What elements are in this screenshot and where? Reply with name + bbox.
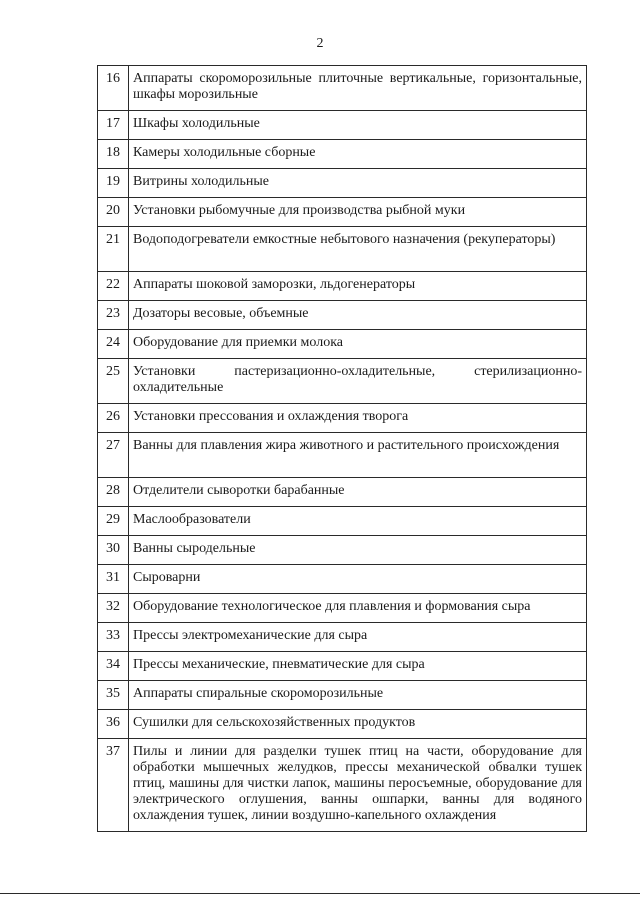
row-number: 26 — [98, 404, 129, 433]
row-text: Оборудование для приемки молока — [129, 330, 587, 359]
equipment-table — [97, 65, 587, 832]
table-row — [98, 652, 587, 681]
row-text: Шкафы холодильные — [129, 111, 587, 140]
row-text: Оборудование технологическое для плавления и формования сыра — [129, 594, 587, 623]
table-row — [98, 359, 587, 404]
row-number: 16 — [98, 66, 129, 111]
table-row — [98, 478, 587, 507]
row-text: Пилы и линии для разделки тушек птиц на части, оборудование для обработки мышечных желудков, прессы механической обвалки тушек птиц, машины для чистки лапок, машины перосъемные, оборудование для электрического оглушения, ванны ошпарки, ванны для водяного охлаждения тушек, линии воздушно-капельного охлаждения — [129, 739, 587, 832]
row-text: Установки пастеризационно-охладительные, стерилизационно-охладительные — [129, 359, 587, 404]
row-number: 36 — [98, 710, 129, 739]
row-number: 34 — [98, 652, 129, 681]
row-text: Маслообразователи — [129, 507, 587, 536]
row-number: 23 — [98, 301, 129, 330]
row-text: Прессы электромеханические для сыра — [129, 623, 587, 652]
row-text: Сыроварни — [129, 565, 587, 594]
row-text: Прессы механические, пневматические для сыра — [129, 652, 587, 681]
row-number: 31 — [98, 565, 129, 594]
table-row — [98, 536, 587, 565]
table-row — [98, 111, 587, 140]
row-text: Установки прессования и охлаждения творога — [129, 404, 587, 433]
row-number: 32 — [98, 594, 129, 623]
table-row — [98, 227, 587, 272]
row-number: 33 — [98, 623, 129, 652]
row-number: 20 — [98, 198, 129, 227]
table-row — [98, 507, 587, 536]
row-text: Ванны для плавления жира животного и растительного происхождения — [129, 433, 587, 478]
bottom-divider — [0, 893, 640, 894]
row-text: Отделители сыворотки барабанные — [129, 478, 587, 507]
row-text: Камеры холодильные сборные — [129, 140, 587, 169]
row-number: 18 — [98, 140, 129, 169]
row-number: 25 — [98, 359, 129, 404]
row-text: Сушилки для сельскохозяйственных продуктов — [129, 710, 587, 739]
row-text: Аппараты спиральные скороморозильные — [129, 681, 587, 710]
row-number: 35 — [98, 681, 129, 710]
table-row — [98, 623, 587, 652]
row-text: Витрины холодильные — [129, 169, 587, 198]
table-row — [98, 710, 587, 739]
row-text: Аппараты скороморозильные плиточные вертикальные, горизонтальные, шкафы морозильные — [129, 66, 587, 111]
table-row — [98, 301, 587, 330]
page-number: 2 — [316, 36, 324, 51]
table-row — [98, 594, 587, 623]
table-row — [98, 433, 587, 478]
row-number: 19 — [98, 169, 129, 198]
row-number: 27 — [98, 433, 129, 478]
row-text: Дозаторы весовые, объемные — [129, 301, 587, 330]
row-number: 22 — [98, 272, 129, 301]
row-number: 24 — [98, 330, 129, 359]
table-row — [98, 66, 587, 111]
table-row — [98, 198, 587, 227]
table-row — [98, 739, 587, 832]
row-text: Установки рыбомучные для производства рыбной муки — [129, 198, 587, 227]
table-row — [98, 330, 587, 359]
row-number: 17 — [98, 111, 129, 140]
table-row — [98, 272, 587, 301]
row-number: 29 — [98, 507, 129, 536]
row-number: 30 — [98, 536, 129, 565]
row-text: Аппараты шоковой заморозки, льдогенераторы — [129, 272, 587, 301]
row-text: Ванны сыродельные — [129, 536, 587, 565]
table-row — [98, 565, 587, 594]
row-text: Водоподогреватели емкостные небытового назначения (рекуператоры) — [129, 227, 587, 272]
row-number: 28 — [98, 478, 129, 507]
table-row — [98, 140, 587, 169]
row-number: 21 — [98, 227, 129, 272]
table-row — [98, 404, 587, 433]
table-row — [98, 681, 587, 710]
row-number: 37 — [98, 739, 129, 832]
table-row — [98, 169, 587, 198]
